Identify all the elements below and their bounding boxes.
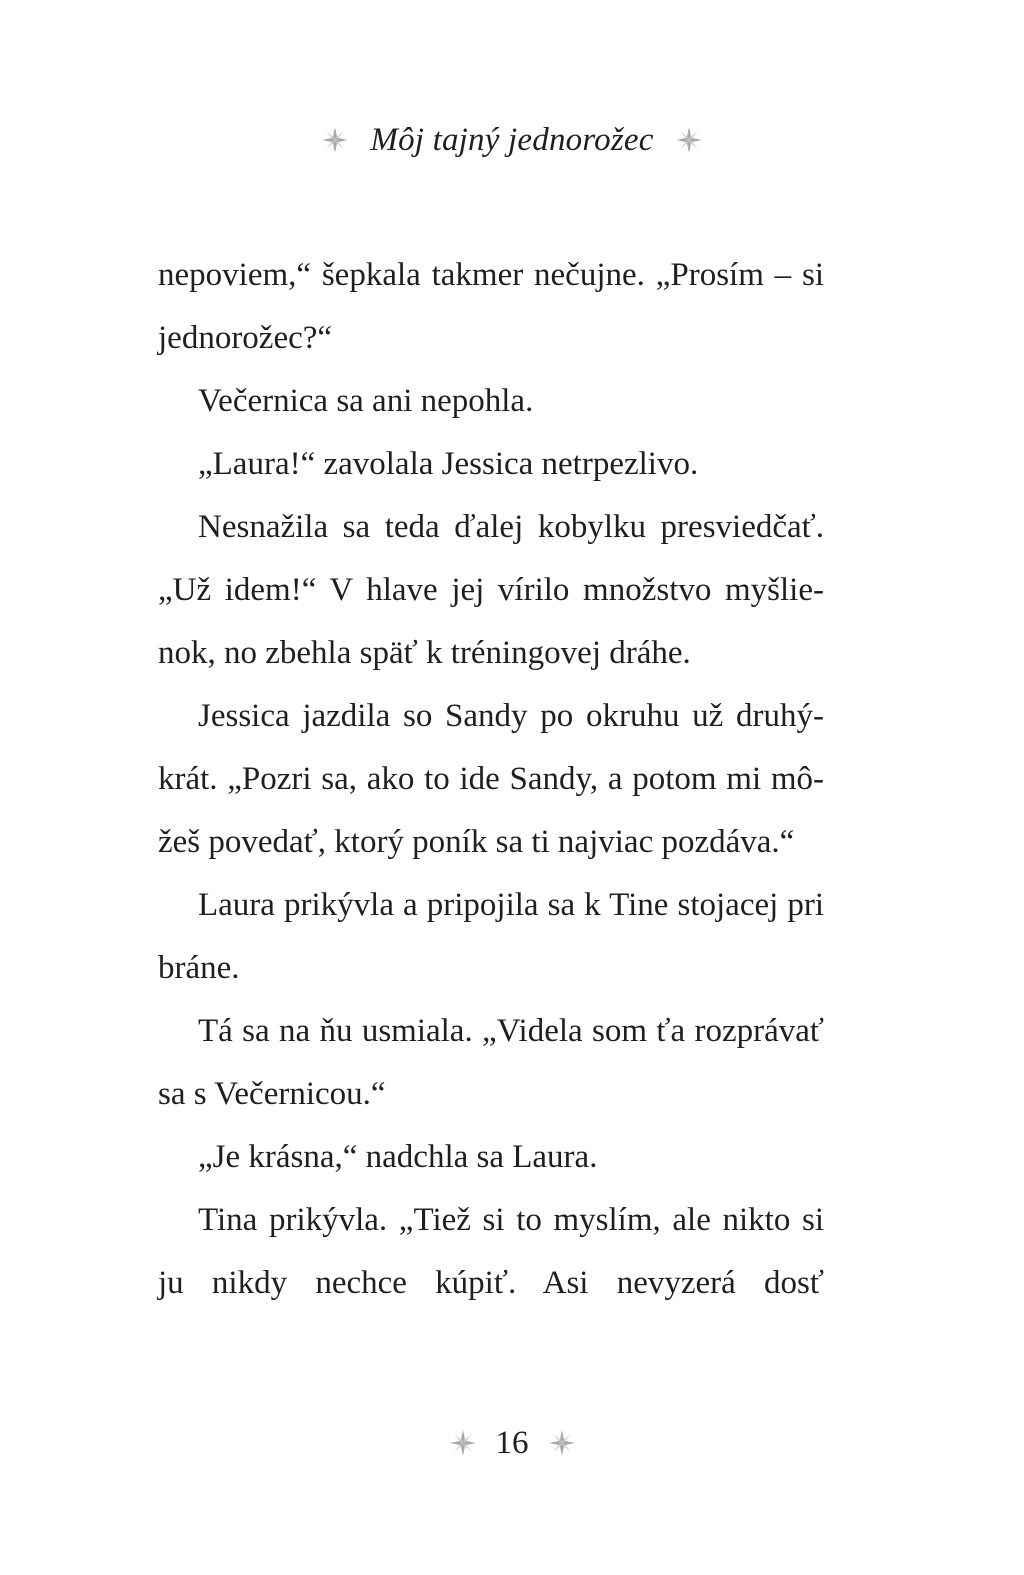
paragraph: Večernica sa ani nepohla. xyxy=(198,383,534,419)
paragraph: nepoviem,“ šepkala takmer nečujne. „Prosím – si jednorožec?“ xyxy=(158,257,824,356)
page-footer xyxy=(0,1420,1024,1466)
paragraph: Jessica jazdila so Sandy po okruhu už druhýkrát. „Pozri sa, ako to ide Sandy, a potom mi môžeš povedať, ktorý poník sa ti najviac pozdáva.“ xyxy=(158,698,824,860)
paragraph: Nesnažila sa teda ďalej kobylku presviedčať. „Už idem!“ V hlave jej vírilo množstvo myšlienok, no zbehla späť k tréningovej dráhe. xyxy=(158,509,824,671)
star-icon xyxy=(547,1428,577,1458)
star-icon xyxy=(448,1428,478,1458)
body-text xyxy=(158,244,824,1315)
page-number: 16 xyxy=(495,1424,529,1461)
paragraph: Tá sa na ňu usmiala. „Videla som ťa rozprávať sa s Večernicou.“ xyxy=(158,1013,824,1112)
paragraph: „Je krásna,“ nadchla sa Laura. xyxy=(198,1139,598,1175)
star-icon xyxy=(320,125,350,155)
book-title: Môj tajný jednorožec xyxy=(370,121,654,158)
star-icon xyxy=(674,125,704,155)
running-head xyxy=(0,112,1024,168)
paragraph: Laura prikývla a pripojila sa k Tine stojacej pri bráne. xyxy=(158,887,824,986)
paragraph: „Laura!“ zavolala Jessica netrpezlivo. xyxy=(198,446,699,482)
paragraph: Tina prikývla. „Tiež si to myslím, ale nikto si ju nikdy nechce kúpiť. Asi nevyzerá dosť xyxy=(158,1202,824,1301)
